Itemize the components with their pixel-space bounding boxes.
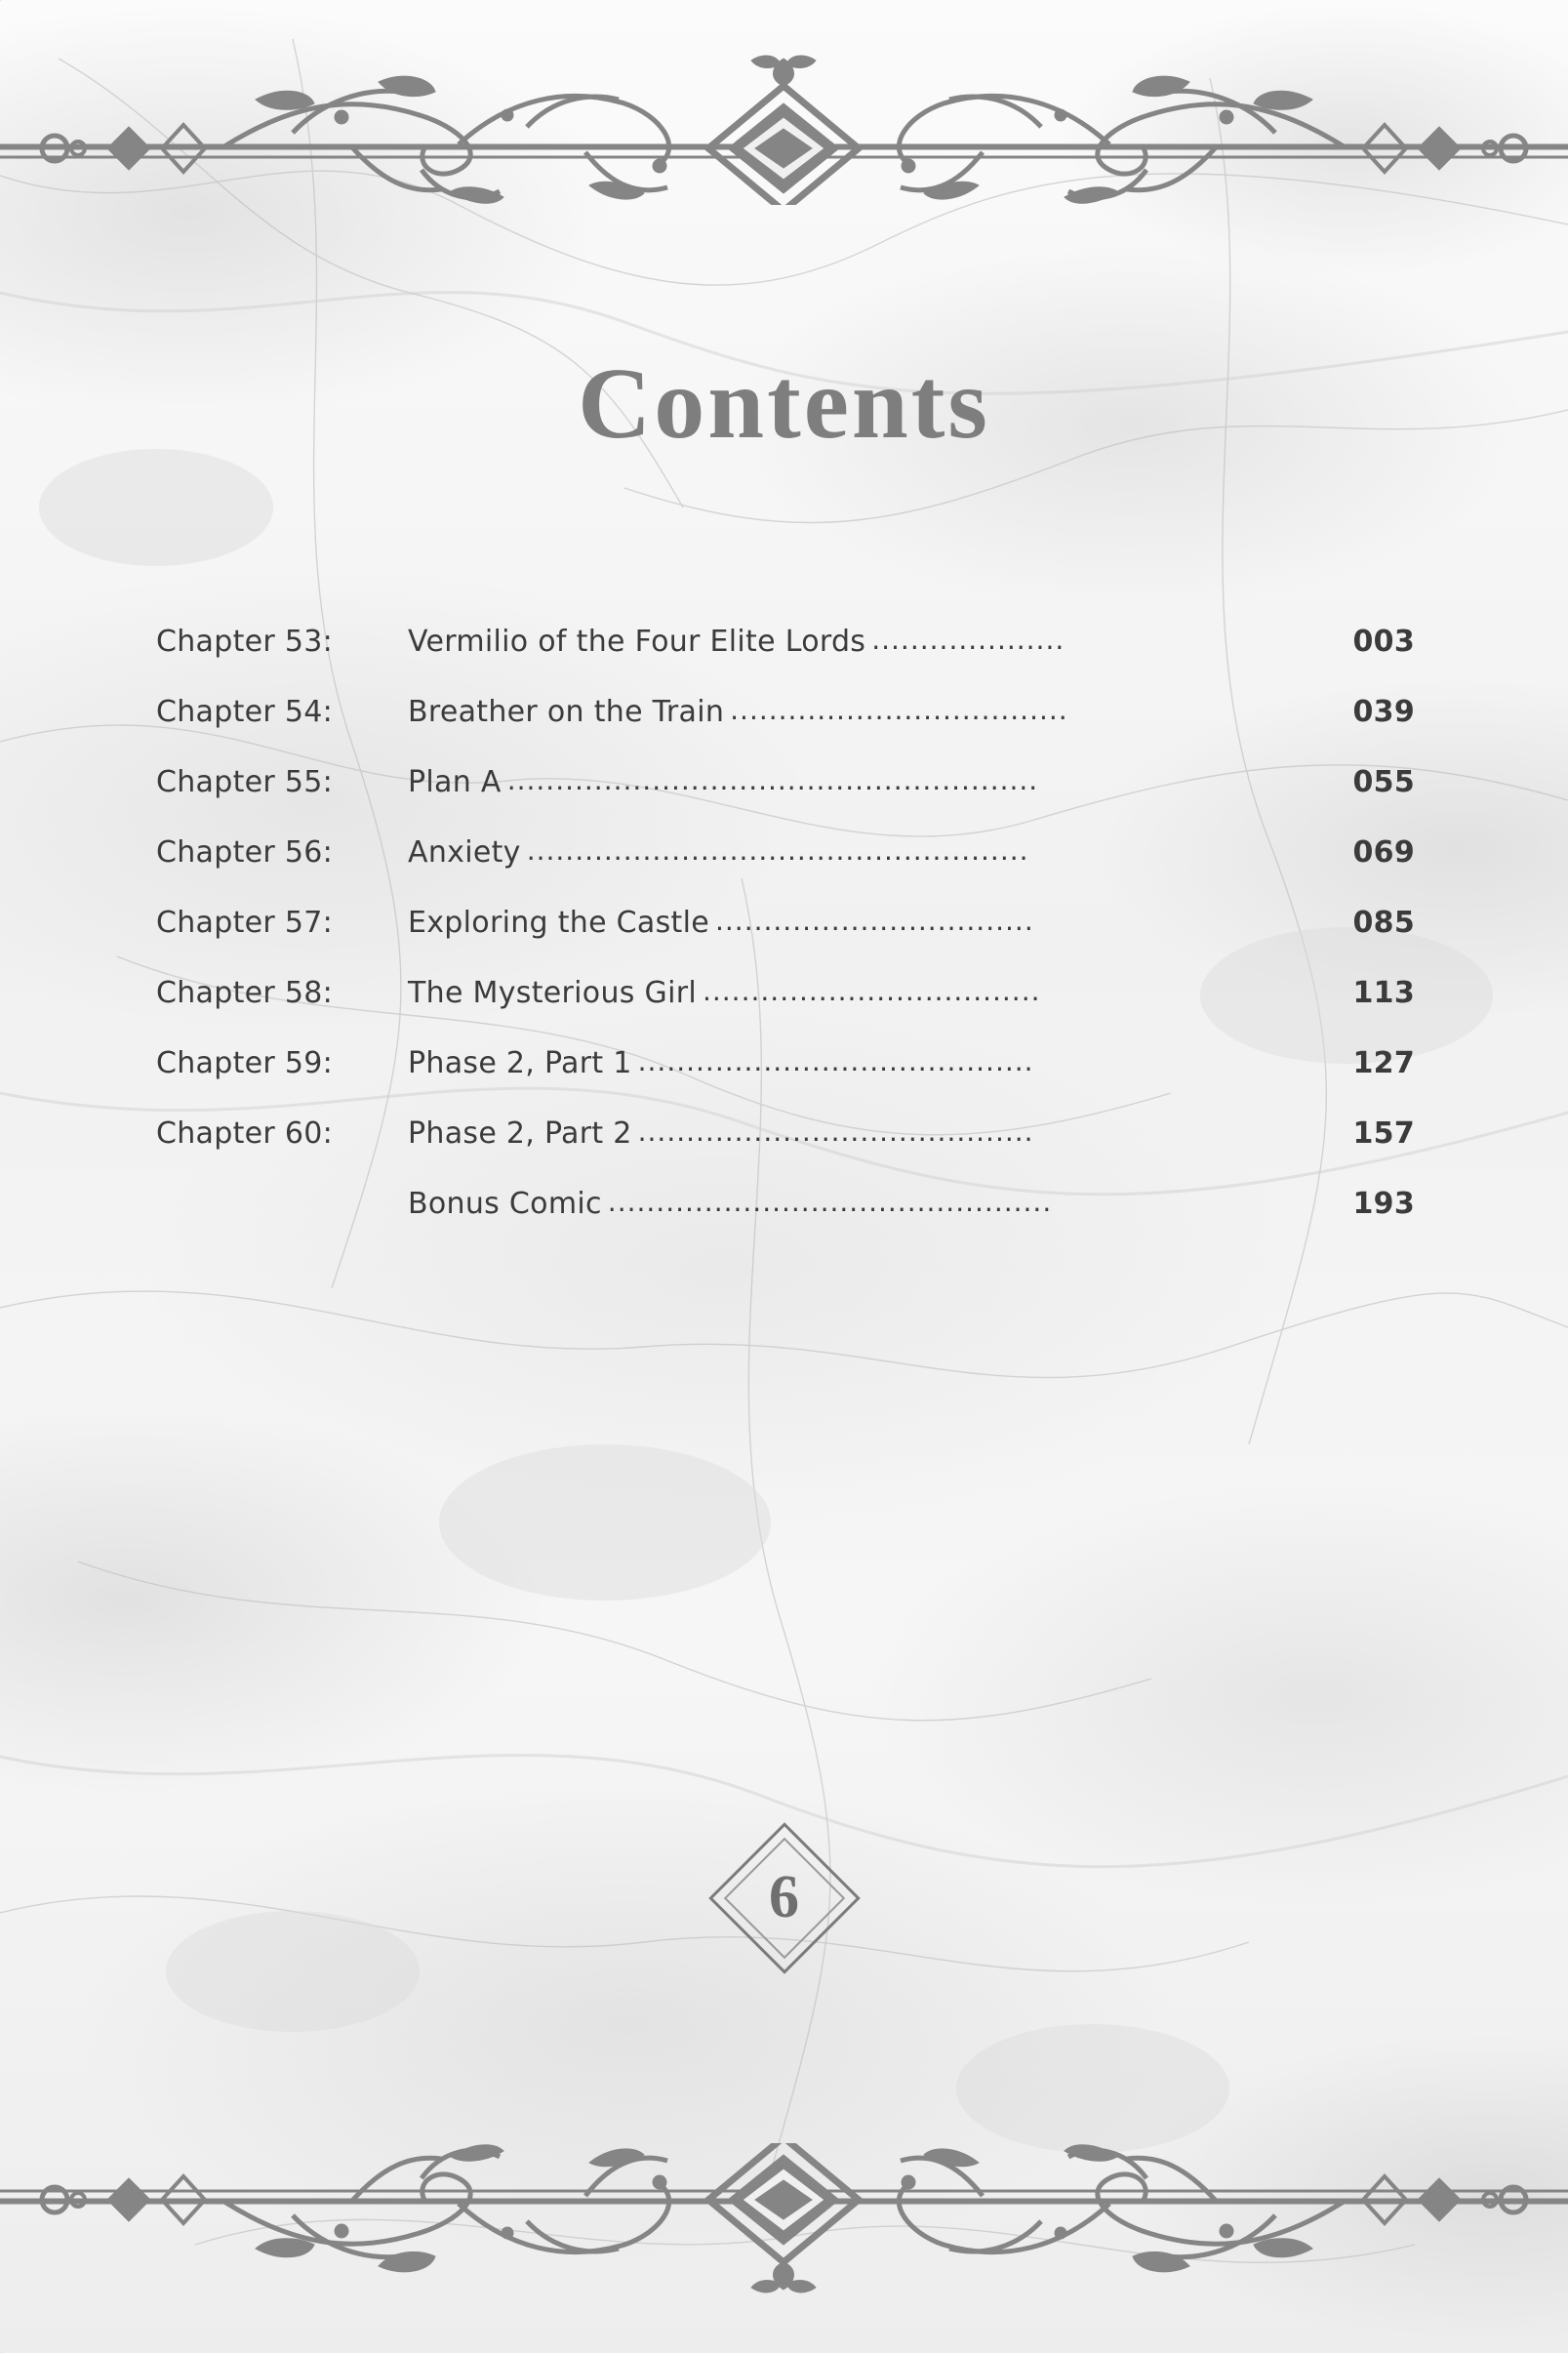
- leader-dots: ...................................: [702, 975, 1041, 1007]
- page-number: 157: [1352, 1116, 1415, 1151]
- volume-badge: [711, 1825, 858, 1971]
- leader-dots: .................................: [715, 905, 1034, 937]
- list-item[interactable]: [156, 906, 1415, 976]
- chapter-label: Chapter 57:: [156, 906, 334, 940]
- list-item[interactable]: [156, 625, 1415, 695]
- page-number: 085: [1352, 906, 1415, 940]
- page-title: Contents: [578, 347, 990, 460]
- leader-dots: .......................................................: [506, 764, 1039, 796]
- leader-dots: ....................................................: [526, 834, 1029, 867]
- ornamental-border-top: [0, 10, 1568, 210]
- list-item[interactable]: [156, 976, 1415, 1046]
- page-number: 127: [1352, 1046, 1415, 1080]
- leader-dots: ..............................................: [607, 1186, 1053, 1218]
- chapter-label: Chapter 53:: [156, 625, 334, 659]
- chapter-title: Phase 2, Part 1: [408, 1046, 632, 1080]
- chapter-label: Chapter 59:: [156, 1046, 334, 1080]
- chapter-title: Vermilio of the Four Elite Lords: [408, 625, 866, 659]
- volume-number: 6: [769, 1863, 799, 1930]
- chapter-title: The Mysterious Girl: [408, 976, 697, 1010]
- list-item[interactable]: [156, 765, 1415, 835]
- page-number: 069: [1352, 835, 1415, 870]
- list-item[interactable]: [156, 1046, 1415, 1116]
- list-item[interactable]: [156, 1116, 1415, 1187]
- chapter-label: Chapter 54:: [156, 695, 334, 729]
- chapter-label: Chapter 56:: [156, 835, 334, 870]
- ornamental-border-bottom: [0, 2143, 1568, 2343]
- chapter-title: Anxiety: [408, 835, 521, 870]
- page-number: 193: [1352, 1187, 1415, 1221]
- page-number: 039: [1352, 695, 1415, 729]
- page-number: 055: [1352, 765, 1415, 799]
- list-item[interactable]: [156, 835, 1415, 906]
- chapter-title: Breather on the Train: [408, 695, 725, 729]
- table-of-contents: [156, 625, 1415, 1257]
- chapter-label: Chapter 60:: [156, 1116, 334, 1151]
- chapter-title: Phase 2, Part 2: [408, 1116, 632, 1151]
- page-number: 113: [1352, 976, 1415, 1010]
- chapter-label: Chapter 58:: [156, 976, 334, 1010]
- leader-dots: .........................................: [637, 1045, 1034, 1077]
- leader-dots: ...................................: [730, 694, 1068, 726]
- list-item[interactable]: [156, 1187, 1415, 1257]
- chapter-title: Plan A: [408, 765, 502, 799]
- leader-dots: ....................: [871, 624, 1065, 656]
- leader-dots: .........................................: [637, 1116, 1034, 1148]
- chapter-label: Chapter 55:: [156, 765, 334, 799]
- list-item[interactable]: [156, 695, 1415, 765]
- page-number: 003: [1352, 625, 1415, 659]
- chapter-title: Bonus Comic: [408, 1187, 602, 1221]
- chapter-title: Exploring the Castle: [408, 906, 709, 940]
